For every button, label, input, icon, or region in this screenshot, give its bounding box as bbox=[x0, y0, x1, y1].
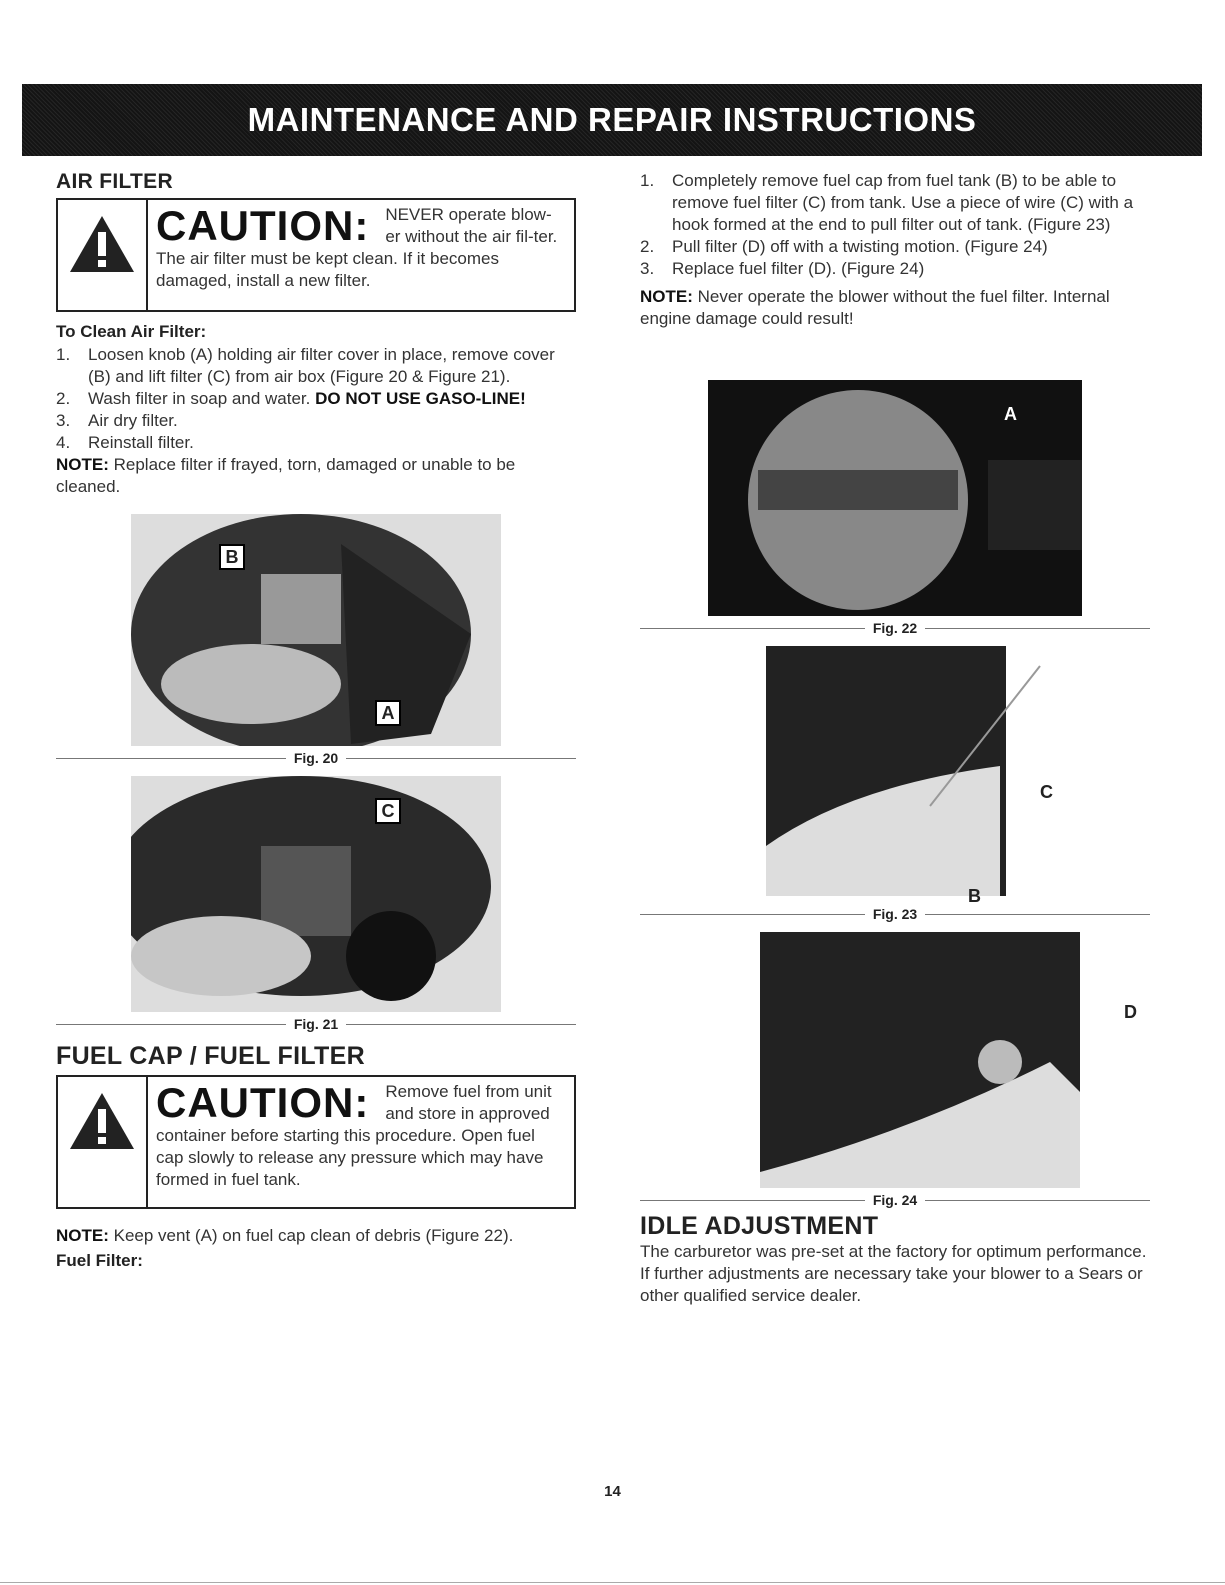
list-item: 2. Pull filter (D) off with a twisting motion. (Figure 24) bbox=[640, 237, 1048, 256]
clean-filter-steps bbox=[56, 344, 576, 454]
caution-text: Remove fuel from unit and store in approved container before starting this procedure. Open fuel cap slowly to release any pressure which may have formed in fuel tank. bbox=[156, 1082, 552, 1189]
figure-22-image bbox=[708, 380, 1082, 616]
figure-22-caption-row bbox=[640, 620, 1150, 636]
air-filter-note: NOTE: Replace filter if frayed, torn, damaged or unable to be cleaned. bbox=[56, 455, 516, 496]
idle-adjustment-text: The carburetor was pre-set at the factory for optimum performance. If further adjustments are necessary take your blower to a Sears or other qualified service dealer. bbox=[640, 1242, 1147, 1305]
label-c: C bbox=[375, 798, 401, 824]
left-column bbox=[56, 170, 576, 1273]
label-b: B bbox=[968, 886, 981, 906]
figure-20-image bbox=[131, 514, 501, 746]
list-item: 1. Loosen knob (A) holding air filter cover in place, remove cover (B) and lift filter (C) from air box (Figure 20 & Figure 21). bbox=[56, 345, 555, 386]
page-title: MAINTENANCE AND REPAIR INSTRUCTIONS bbox=[247, 101, 977, 138]
figure-23-image bbox=[710, 646, 1080, 906]
list-item: 3. Air dry filter. bbox=[56, 411, 178, 430]
fuel-filter-note: NOTE: Never operate the blower without the fuel filter. Internal engine damage could result! bbox=[640, 287, 1110, 328]
label-a: A bbox=[375, 700, 401, 726]
clean-filter-subheading: To Clean Air Filter: bbox=[56, 322, 207, 341]
warning-icon bbox=[58, 200, 148, 310]
figure-21-image bbox=[131, 776, 501, 1012]
fuel-cap-heading: FUEL CAP / FUEL FILTER bbox=[56, 1042, 365, 1070]
page-bottom-rule bbox=[0, 1582, 1225, 1583]
warning-text: DO NOT USE GASO-LINE! bbox=[315, 389, 526, 408]
caution-text: NEVER operate blow-er without the air fil-ter. The air filter must be kept clean. If it becomes damaged, install a new filter. bbox=[156, 205, 558, 290]
label-c: C bbox=[1040, 782, 1053, 802]
label-b: B bbox=[219, 544, 245, 570]
figure-23-caption-row bbox=[640, 906, 1150, 922]
figure-caption: Fig. 20 bbox=[293, 750, 339, 766]
fuel-filter-subheading: Fuel Filter: bbox=[56, 1251, 143, 1270]
figure-20-caption-row bbox=[56, 750, 576, 766]
caution-label: CAUTION: bbox=[156, 202, 370, 249]
figure-caption: Fig. 22 bbox=[872, 620, 918, 636]
label-a: A bbox=[1004, 404, 1017, 424]
list-item: 3. Replace fuel filter (D). (Figure 24) bbox=[640, 259, 925, 278]
figure-21-caption-row bbox=[56, 1016, 576, 1032]
figure-24-caption-row bbox=[640, 1192, 1150, 1208]
list-item: 4. Reinstall filter. bbox=[56, 433, 194, 452]
air-filter-heading: AIR FILTER bbox=[56, 170, 173, 193]
caution-label: CAUTION: bbox=[156, 1079, 370, 1126]
figure-24-image bbox=[710, 932, 1137, 1188]
section-banner bbox=[22, 84, 1202, 156]
figure-caption: Fig. 21 bbox=[293, 1016, 339, 1032]
right-column bbox=[640, 170, 1150, 1307]
idle-adjustment-heading: IDLE ADJUSTMENT bbox=[640, 1212, 879, 1240]
label-d: D bbox=[1124, 1002, 1137, 1022]
figure-caption: Fig. 24 bbox=[872, 1192, 918, 1208]
list-item: 2. Wash filter in soap and water. DO NOT USE GASO-LINE! bbox=[56, 389, 526, 408]
warning-icon bbox=[58, 1077, 148, 1207]
page-number: 14 bbox=[604, 1483, 621, 1500]
air-filter-caution-box bbox=[56, 198, 576, 312]
fuel-cap-note: NOTE: Keep vent (A) on fuel cap clean of debris (Figure 22). bbox=[56, 1226, 514, 1245]
fuel-cap-caution-box bbox=[56, 1075, 576, 1209]
list-item: 1. Completely remove fuel cap from fuel tank (B) to be able to remove fuel filter (C) from tank. Use a piece of wire (C) with a hook formed at the end to pull filter out of tank. (Figure 23) bbox=[640, 171, 1134, 234]
figure-caption: Fig. 23 bbox=[872, 906, 918, 922]
fuel-filter-steps bbox=[640, 170, 1150, 280]
